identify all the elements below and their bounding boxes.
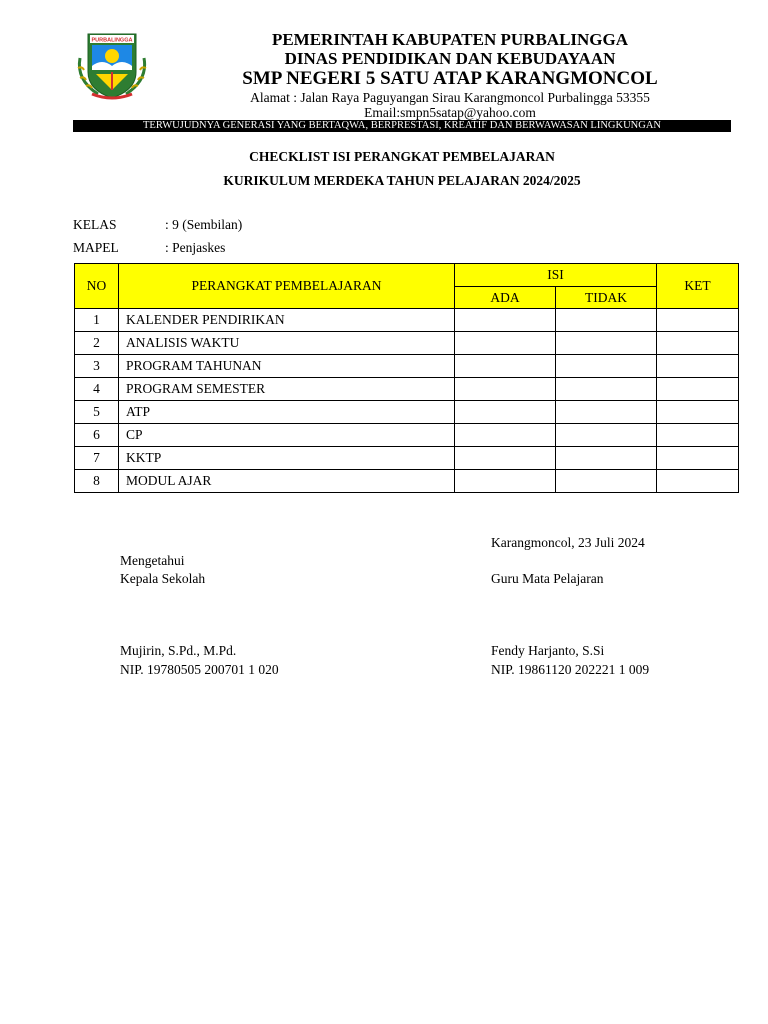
row-ada-cell — [455, 332, 556, 355]
row-tidak-cell — [556, 447, 657, 470]
checklist-table — [74, 263, 739, 493]
header-no: NO — [75, 264, 119, 309]
header-perangkat: PERANGKAT PEMBELAJARAN — [119, 264, 455, 309]
school-address: Alamat : Jalan Raya Paguyangan Sirau Karangmoncol Purbalingga 53355 — [250, 90, 650, 105]
row-ket-cell — [657, 378, 739, 401]
school-email: Email:smpn5satap@yahoo.com — [364, 105, 536, 120]
row-item: KKTP — [119, 447, 455, 470]
row-number: 6 — [75, 424, 119, 447]
table-row — [75, 378, 739, 401]
header-isi: ISI — [455, 264, 657, 287]
row-ket-cell — [657, 355, 739, 378]
row-ket-cell — [657, 401, 739, 424]
principal-nip: NIP. 19780505 200701 1 020 — [120, 662, 279, 677]
header-tidak: TIDAK — [556, 287, 657, 309]
school-heading: SMP NEGERI 5 SATU ATAP KARANGMONCOL — [242, 68, 658, 89]
kelas-value: : 9 (Sembilan) — [165, 217, 243, 232]
teacher-title: Guru Mata Pelajaran — [491, 571, 604, 586]
principal-title: Kepala Sekolah — [120, 571, 206, 586]
teacher-nip: NIP. 19861120 202221 1 009 — [491, 662, 650, 677]
header-ada: ADA — [455, 287, 556, 309]
row-tidak-cell — [556, 424, 657, 447]
document-title: CHECKLIST ISI PERANGKAT PEMBELAJARAN — [249, 149, 555, 164]
district-logo — [70, 28, 154, 102]
table-row — [75, 309, 739, 332]
motto-bar: TERWUJUDNYA GENERASI YANG BERTAQWA, BERPRESTASI, KREATIF DAN BERWAWASAN LINGKUNGAN — [73, 120, 731, 132]
row-ada-cell — [455, 470, 556, 493]
row-item: ANALISIS WAKTU — [119, 332, 455, 355]
row-item: ATP — [119, 401, 455, 424]
table-row — [75, 355, 739, 378]
row-ada-cell — [455, 424, 556, 447]
table-row — [75, 332, 739, 355]
row-item: CP — [119, 424, 455, 447]
row-ket-cell — [657, 309, 739, 332]
row-ket-cell — [657, 470, 739, 493]
acknowledged-label: Mengetahui — [120, 553, 185, 568]
row-tidak-cell — [556, 309, 657, 332]
row-number: 3 — [75, 355, 119, 378]
row-number: 1 — [75, 309, 119, 332]
row-number: 5 — [75, 401, 119, 424]
row-tidak-cell — [556, 470, 657, 493]
row-tidak-cell — [556, 378, 657, 401]
table-header-row — [75, 264, 739, 287]
table-row — [75, 401, 739, 424]
row-tidak-cell — [556, 332, 657, 355]
table-row — [75, 470, 739, 493]
row-number: 4 — [75, 378, 119, 401]
row-item: KALENDER PENDIRIKAN — [119, 309, 455, 332]
row-ada-cell — [455, 378, 556, 401]
row-item: MODUL AJAR — [119, 470, 455, 493]
kelas-label: KELAS — [73, 217, 117, 232]
header-ket: KET — [657, 264, 739, 309]
government-heading: PEMERINTAH KABUPATEN PURBALINGGA — [271, 30, 629, 49]
row-tidak-cell — [556, 355, 657, 378]
mapel-label: MAPEL — [73, 240, 119, 255]
place-date: Karangmoncol, 23 Juli 2024 — [491, 535, 645, 550]
row-ket-cell — [657, 424, 739, 447]
row-item: PROGRAM TAHUNAN — [119, 355, 455, 378]
row-number: 8 — [75, 470, 119, 493]
row-ada-cell — [455, 401, 556, 424]
row-ket-cell — [657, 447, 739, 470]
row-number: 2 — [75, 332, 119, 355]
teacher-name: Fendy Harjanto, S.Si — [491, 643, 605, 658]
mapel-value: : Penjaskes — [165, 240, 226, 255]
row-number: 7 — [75, 447, 119, 470]
row-item: PROGRAM SEMESTER — [119, 378, 455, 401]
table-row — [75, 424, 739, 447]
logo-text: PURBALINGGA — [91, 37, 133, 44]
row-ada-cell — [455, 355, 556, 378]
row-ket-cell — [657, 332, 739, 355]
document-subtitle: KURIKULUM MERDEKA TAHUN PELAJARAN 2024/2025 — [223, 173, 581, 188]
department-heading: DINAS PENDIDIKAN DAN KEBUDAYAAN — [284, 49, 616, 68]
table-row — [75, 447, 739, 470]
row-ada-cell — [455, 309, 556, 332]
row-tidak-cell — [556, 401, 657, 424]
principal-name: Mujirin, S.Pd., M.Pd. — [120, 643, 237, 658]
row-ada-cell — [455, 447, 556, 470]
